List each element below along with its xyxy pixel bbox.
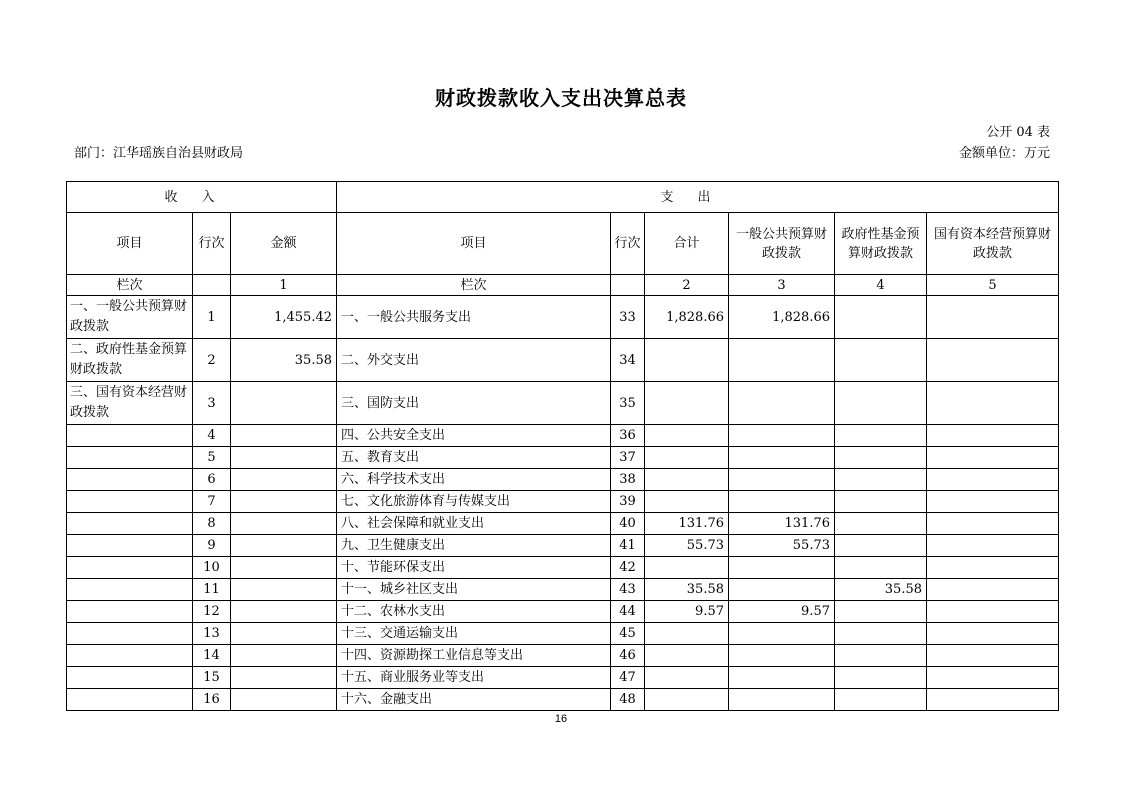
expense-row-cell: 46 xyxy=(611,645,645,667)
total-cell xyxy=(645,382,729,425)
expense-item-cell: 十一、城乡社区支出 xyxy=(337,579,611,601)
expense-row-number-cell xyxy=(611,275,645,296)
general-budget-cell: 1,828.66 xyxy=(729,296,835,339)
expense-item-cell: 十五、商业服务业等支出 xyxy=(337,667,611,689)
income-row-cell: 13 xyxy=(193,623,231,645)
state-capital-cell xyxy=(927,667,1059,689)
expense-item-cell: 五、教育支出 xyxy=(337,447,611,469)
income-row-number-cell xyxy=(193,275,231,296)
total-cell xyxy=(645,447,729,469)
income-item-cell xyxy=(67,469,193,491)
expense-row-cell: 43 xyxy=(611,579,645,601)
government-fund-cell xyxy=(835,667,927,689)
page-title: 财政拨款收入支出决算总表 xyxy=(435,86,687,110)
general-budget-header: 一般公共预算财政拨款 xyxy=(729,213,835,275)
income-item-cell: 二、政府性基金预算财政拨款 xyxy=(67,339,193,382)
general-budget-cell: 131.76 xyxy=(729,513,835,535)
income-item-cell xyxy=(67,447,193,469)
table-row xyxy=(67,601,1059,623)
table-row xyxy=(67,491,1059,513)
expense-row-header: 行次 xyxy=(611,213,645,275)
income-column-label: 栏次 xyxy=(67,275,193,296)
expense-row-cell: 39 xyxy=(611,491,645,513)
general-budget-cell: 9.57 xyxy=(729,601,835,623)
expense-row-cell: 35 xyxy=(611,382,645,425)
government-fund-cell xyxy=(835,645,927,667)
expense-row-cell: 34 xyxy=(611,339,645,382)
state-capital-cell xyxy=(927,339,1059,382)
table-row xyxy=(67,447,1059,469)
expense-item-cell: 二、外交支出 xyxy=(337,339,611,382)
government-fund-cell xyxy=(835,601,927,623)
total-cell xyxy=(645,689,729,711)
state-capital-cell xyxy=(927,689,1059,711)
general-budget-cell xyxy=(729,469,835,491)
expense-row-cell: 37 xyxy=(611,447,645,469)
income-amount-cell xyxy=(231,469,337,491)
state-capital-cell xyxy=(927,601,1059,623)
income-amount-cell xyxy=(231,382,337,425)
total-cell xyxy=(645,339,729,382)
total-cell xyxy=(645,645,729,667)
expense-item-cell: 十、节能环保支出 xyxy=(337,557,611,579)
state-capital-cell xyxy=(927,296,1059,339)
fiscal-appropriation-table xyxy=(66,181,1059,711)
income-amount-cell xyxy=(231,667,337,689)
state-capital-cell xyxy=(927,579,1059,601)
total-cell: 35.58 xyxy=(645,579,729,601)
income-amount-cell: 1,455.42 xyxy=(231,296,337,339)
general-budget-cell xyxy=(729,667,835,689)
expense-item-cell: 九、卫生健康支出 xyxy=(337,535,611,557)
total-cell: 55.73 xyxy=(645,535,729,557)
income-amount-cell xyxy=(231,689,337,711)
table-row xyxy=(67,535,1059,557)
income-amount-cell: 35.58 xyxy=(231,339,337,382)
government-fund-cell xyxy=(835,296,927,339)
total-cell xyxy=(645,469,729,491)
income-row-cell: 4 xyxy=(193,425,231,447)
state-capital-cell xyxy=(927,645,1059,667)
expense-row-cell: 40 xyxy=(611,513,645,535)
general-budget-cell xyxy=(729,689,835,711)
total-column-number: 2 xyxy=(645,275,729,296)
expense-column-label: 栏次 xyxy=(337,275,611,296)
income-row-cell: 7 xyxy=(193,491,231,513)
department-label: 部门：江华瑶族自治县财政局 xyxy=(74,146,244,161)
income-item-cell xyxy=(67,601,193,623)
government-fund-cell xyxy=(835,623,927,645)
income-section-header: 收入 xyxy=(67,182,337,213)
general-budget-cell xyxy=(729,425,835,447)
income-amount-cell xyxy=(231,645,337,667)
government-fund-cell xyxy=(835,339,927,382)
table-row xyxy=(67,469,1059,491)
expense-row-cell: 44 xyxy=(611,601,645,623)
government-fund-cell xyxy=(835,382,927,425)
income-row-cell: 2 xyxy=(193,339,231,382)
total-cell: 131.76 xyxy=(645,513,729,535)
expense-item-cell: 七、文化旅游体育与传媒支出 xyxy=(337,491,611,513)
income-amount-cell xyxy=(231,491,337,513)
income-row-cell: 5 xyxy=(193,447,231,469)
table-row xyxy=(67,296,1059,339)
income-row-cell: 15 xyxy=(193,667,231,689)
state-capital-cell xyxy=(927,382,1059,425)
expense-item-cell: 十六、金融支出 xyxy=(337,689,611,711)
expense-row-cell: 48 xyxy=(611,689,645,711)
general-budget-cell xyxy=(729,579,835,601)
income-row-header: 行次 xyxy=(193,213,231,275)
state-column-number: 5 xyxy=(927,275,1059,296)
state-capital-cell xyxy=(927,513,1059,535)
income-amount-cell xyxy=(231,623,337,645)
income-item-cell xyxy=(67,425,193,447)
table-row xyxy=(67,623,1059,645)
state-capital-cell xyxy=(927,447,1059,469)
expense-row-cell: 45 xyxy=(611,623,645,645)
income-row-cell: 16 xyxy=(193,689,231,711)
income-item-cell xyxy=(67,491,193,513)
expense-row-cell: 42 xyxy=(611,557,645,579)
amount-unit-label: 金额单位：万元 xyxy=(958,146,1050,161)
expense-item-cell: 十三、交通运输支出 xyxy=(337,623,611,645)
expense-item-cell: 四、公共安全支出 xyxy=(337,425,611,447)
general-budget-cell xyxy=(729,491,835,513)
state-capital-cell xyxy=(927,491,1059,513)
income-amount-header: 金额 xyxy=(231,213,337,275)
state-capital-cell xyxy=(927,535,1059,557)
expense-row-cell: 41 xyxy=(611,535,645,557)
government-fund-header: 政府性基金预算财政拨款 xyxy=(835,213,927,275)
table-row xyxy=(67,645,1059,667)
table-row xyxy=(67,557,1059,579)
income-amount-cell xyxy=(231,579,337,601)
income-row-cell: 1 xyxy=(193,296,231,339)
table-row xyxy=(67,667,1059,689)
income-item-cell xyxy=(67,579,193,601)
income-amount-cell xyxy=(231,513,337,535)
income-item-cell xyxy=(67,667,193,689)
expense-item-cell: 一、一般公共服务支出 xyxy=(337,296,611,339)
fund-column-number: 4 xyxy=(835,275,927,296)
state-capital-cell xyxy=(927,623,1059,645)
expense-row-cell: 47 xyxy=(611,667,645,689)
income-item-cell xyxy=(67,623,193,645)
income-amount-cell xyxy=(231,557,337,579)
income-item-header: 项目 xyxy=(67,213,193,275)
expense-item-cell: 三、国防支出 xyxy=(337,382,611,425)
income-amount-cell xyxy=(231,425,337,447)
general-budget-cell xyxy=(729,382,835,425)
income-row-cell: 6 xyxy=(193,469,231,491)
column-header-row xyxy=(67,213,1059,275)
general-budget-cell xyxy=(729,645,835,667)
state-capital-cell xyxy=(927,469,1059,491)
page-number: 16 xyxy=(554,713,568,725)
total-cell xyxy=(645,491,729,513)
general-column-number: 3 xyxy=(729,275,835,296)
government-fund-cell xyxy=(835,513,927,535)
table-row xyxy=(67,339,1059,382)
general-budget-cell xyxy=(729,623,835,645)
state-capital-cell xyxy=(927,557,1059,579)
income-amount-cell xyxy=(231,601,337,623)
expense-item-cell: 十四、资源勘探工业信息等支出 xyxy=(337,645,611,667)
expense-row-cell: 36 xyxy=(611,425,645,447)
income-amount-column-number: 1 xyxy=(231,275,337,296)
total-cell xyxy=(645,557,729,579)
expense-item-cell: 十二、农林水支出 xyxy=(337,601,611,623)
income-row-cell: 10 xyxy=(193,557,231,579)
general-budget-cell xyxy=(729,557,835,579)
general-budget-cell xyxy=(729,339,835,382)
income-row-cell: 9 xyxy=(193,535,231,557)
form-number: 公开 04 表 xyxy=(986,125,1050,140)
income-row-cell: 14 xyxy=(193,645,231,667)
government-fund-cell: 35.58 xyxy=(835,579,927,601)
income-item-cell xyxy=(67,513,193,535)
income-item-cell xyxy=(67,645,193,667)
income-row-cell: 12 xyxy=(193,601,231,623)
total-header: 合计 xyxy=(645,213,729,275)
income-row-cell: 8 xyxy=(193,513,231,535)
income-item-cell xyxy=(67,557,193,579)
government-fund-cell xyxy=(835,469,927,491)
table-row xyxy=(67,513,1059,535)
expense-item-header: 项目 xyxy=(337,213,611,275)
column-number-row xyxy=(67,275,1059,296)
table-row xyxy=(67,689,1059,711)
total-cell xyxy=(645,623,729,645)
expense-item-cell: 六、科学技术支出 xyxy=(337,469,611,491)
income-item-cell xyxy=(67,535,193,557)
income-amount-cell xyxy=(231,535,337,557)
government-fund-cell xyxy=(835,491,927,513)
income-item-cell: 三、国有资本经营财政拨款 xyxy=(67,382,193,425)
income-amount-cell xyxy=(231,447,337,469)
table-row xyxy=(67,425,1059,447)
government-fund-cell xyxy=(835,689,927,711)
expense-row-cell: 38 xyxy=(611,469,645,491)
total-cell xyxy=(645,425,729,447)
total-cell: 9.57 xyxy=(645,601,729,623)
section-header-row xyxy=(67,182,1059,213)
government-fund-cell xyxy=(835,535,927,557)
state-capital-header: 国有资本经营预算财政拨款 xyxy=(927,213,1059,275)
income-item-cell xyxy=(67,689,193,711)
government-fund-cell xyxy=(835,447,927,469)
expense-item-cell: 八、社会保障和就业支出 xyxy=(337,513,611,535)
general-budget-cell xyxy=(729,447,835,469)
income-row-cell: 11 xyxy=(193,579,231,601)
table-row xyxy=(67,382,1059,425)
income-item-cell: 一、一般公共预算财政拨款 xyxy=(67,296,193,339)
table-row xyxy=(67,579,1059,601)
income-row-cell: 3 xyxy=(193,382,231,425)
expense-section-header: 支出 xyxy=(337,182,1059,213)
government-fund-cell xyxy=(835,557,927,579)
state-capital-cell xyxy=(927,425,1059,447)
expense-row-cell: 33 xyxy=(611,296,645,339)
general-budget-cell: 55.73 xyxy=(729,535,835,557)
total-cell xyxy=(645,667,729,689)
government-fund-cell xyxy=(835,425,927,447)
total-cell: 1,828.66 xyxy=(645,296,729,339)
